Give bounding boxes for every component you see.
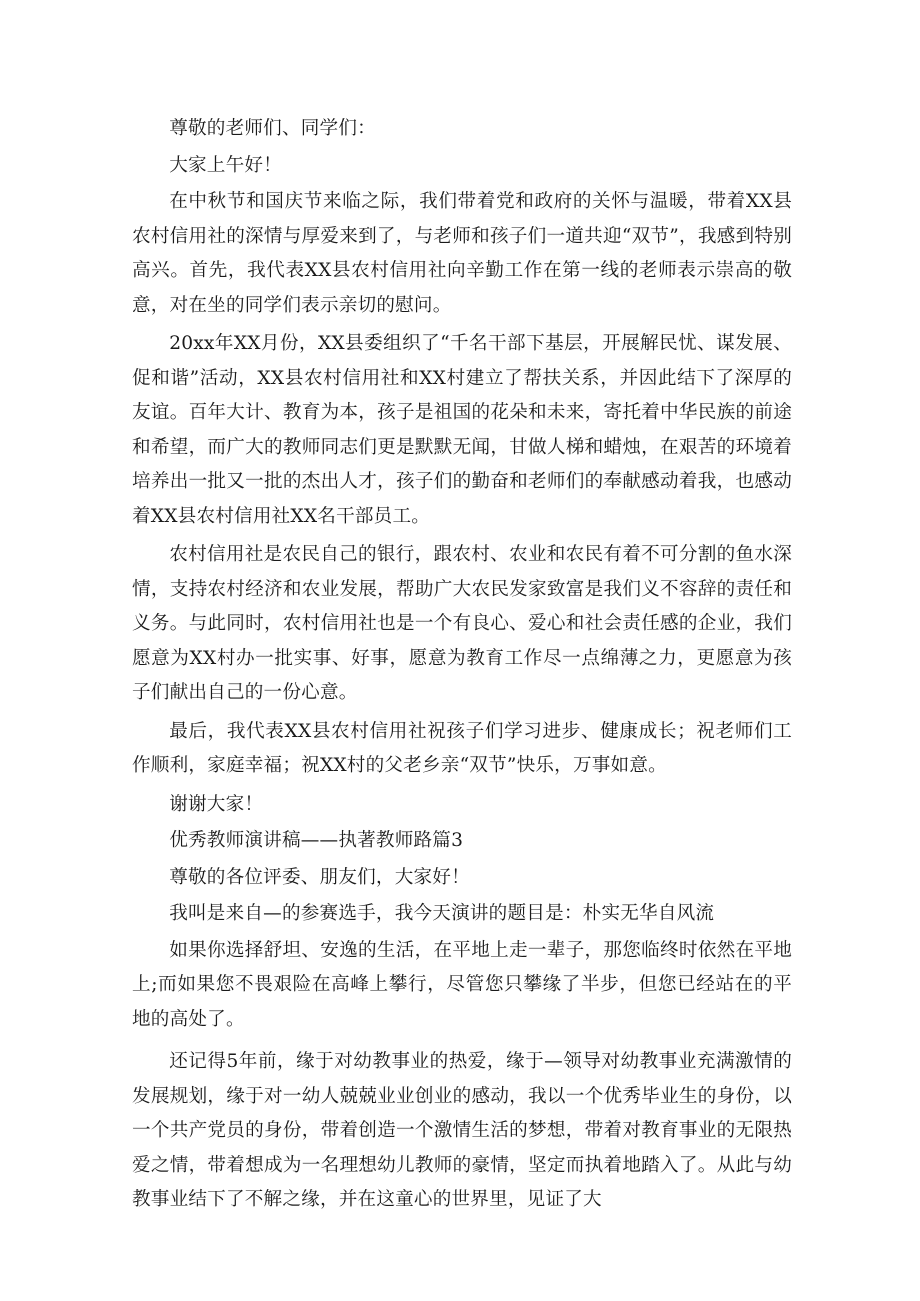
thanks-line: 谢谢大家！ — [169, 793, 264, 815]
paragraph-memory: 还记得5年前，缘于对幼教事业的热爱，缘于—领导对幼教事业充满激情的发展规划，缘于对一幼人兢兢业业创业的感动，我以一个优秀毕业生的身份，以一个共产党员的身份，带着创造一个激情生活的梦想，带着对教育事业的无限热爱之情，带着想成为一名理想幼儿教师的豪情，坚定而执着地踏入了。从此与幼教事业结下了不解之缘，并在这童心的世界里，见证了大 — [132, 1051, 792, 1210]
paragraph-choice: 如果你选择舒坦、安逸的生活，在平地上走一辈子，那您临终时依然在平地上;而如果您不畏艰险在高峰上攀行，尽管您只攀缘了半步，但您已经站在的平地的高处了。 — [132, 939, 792, 1030]
paragraph-closing-wishes: 最后，我代表XX县农村信用社祝孩子们学习进步、健康成长；祝老师们工作顺利，家庭幸福；祝XX村的父老乡亲“双节”快乐，万事如意。 — [132, 720, 792, 776]
speech-salutation: 尊敬的各位评委、朋友们，大家好！ — [169, 866, 470, 888]
greeting: 大家上午好！ — [169, 154, 282, 176]
document-body — [132, 112, 792, 1218]
speech-intro: 我叫是来自—的参赛选手，我今天演讲的题目是：朴实无华自风流 — [169, 903, 715, 924]
paragraph-credit-union: 农村信用社是农民自己的银行，跟农村、农业和农民有着不可分割的鱼水深情，支持农村经济和农业发展，帮助广大农民发家致富是我们义不容辞的责任和义务。与此同时，农村信用社也是一个有良心、爱心和社会责任感的企业，我们愿意为XX村办一批实事、好事，愿意为教育工作尽一点绵薄之力，更愿意为孩子们献出自己的一份心意。 — [132, 544, 792, 703]
paragraph-assistance: 20xx年XX月份，XX县委组织了“千名干部下基层，开展解民忧、谋发展、促和谐”活动，XX县农村信用社和XX村建立了帮扶关系，并因此结下了深厚的友谊。百年大计、教育为本，孩子是祖国的花朵和未来，寄托着中华民族的前途和希望，而广大的教师同志们更是默默无闻，甘做人梯和蜡烛，在艰苦的环境着培养出一批又一批的杰出人才，孩子们的勤奋和老师们的奉献感动着我，也感动着XX县农村信用社XX名干部员工。 — [132, 333, 792, 527]
paragraph-festival: 在中秋节和国庆节来临之际，我们带着党和政府的关怀与温暖，带着XX县农村信用社的深情与厚爱来到了，与老师和孩子们一道共迎“双节”，我感到特别高兴。首先，我代表XX县农村信用社向辛勤工作在第一线的老师表示崇高的敬意，对在坐的同学们表示亲切的慰问。 — [132, 191, 792, 316]
section-title: 优秀教师演讲稿——执著教师路篇3 — [169, 830, 464, 851]
salutation: 尊敬的老师们、同学们： — [169, 118, 376, 139]
